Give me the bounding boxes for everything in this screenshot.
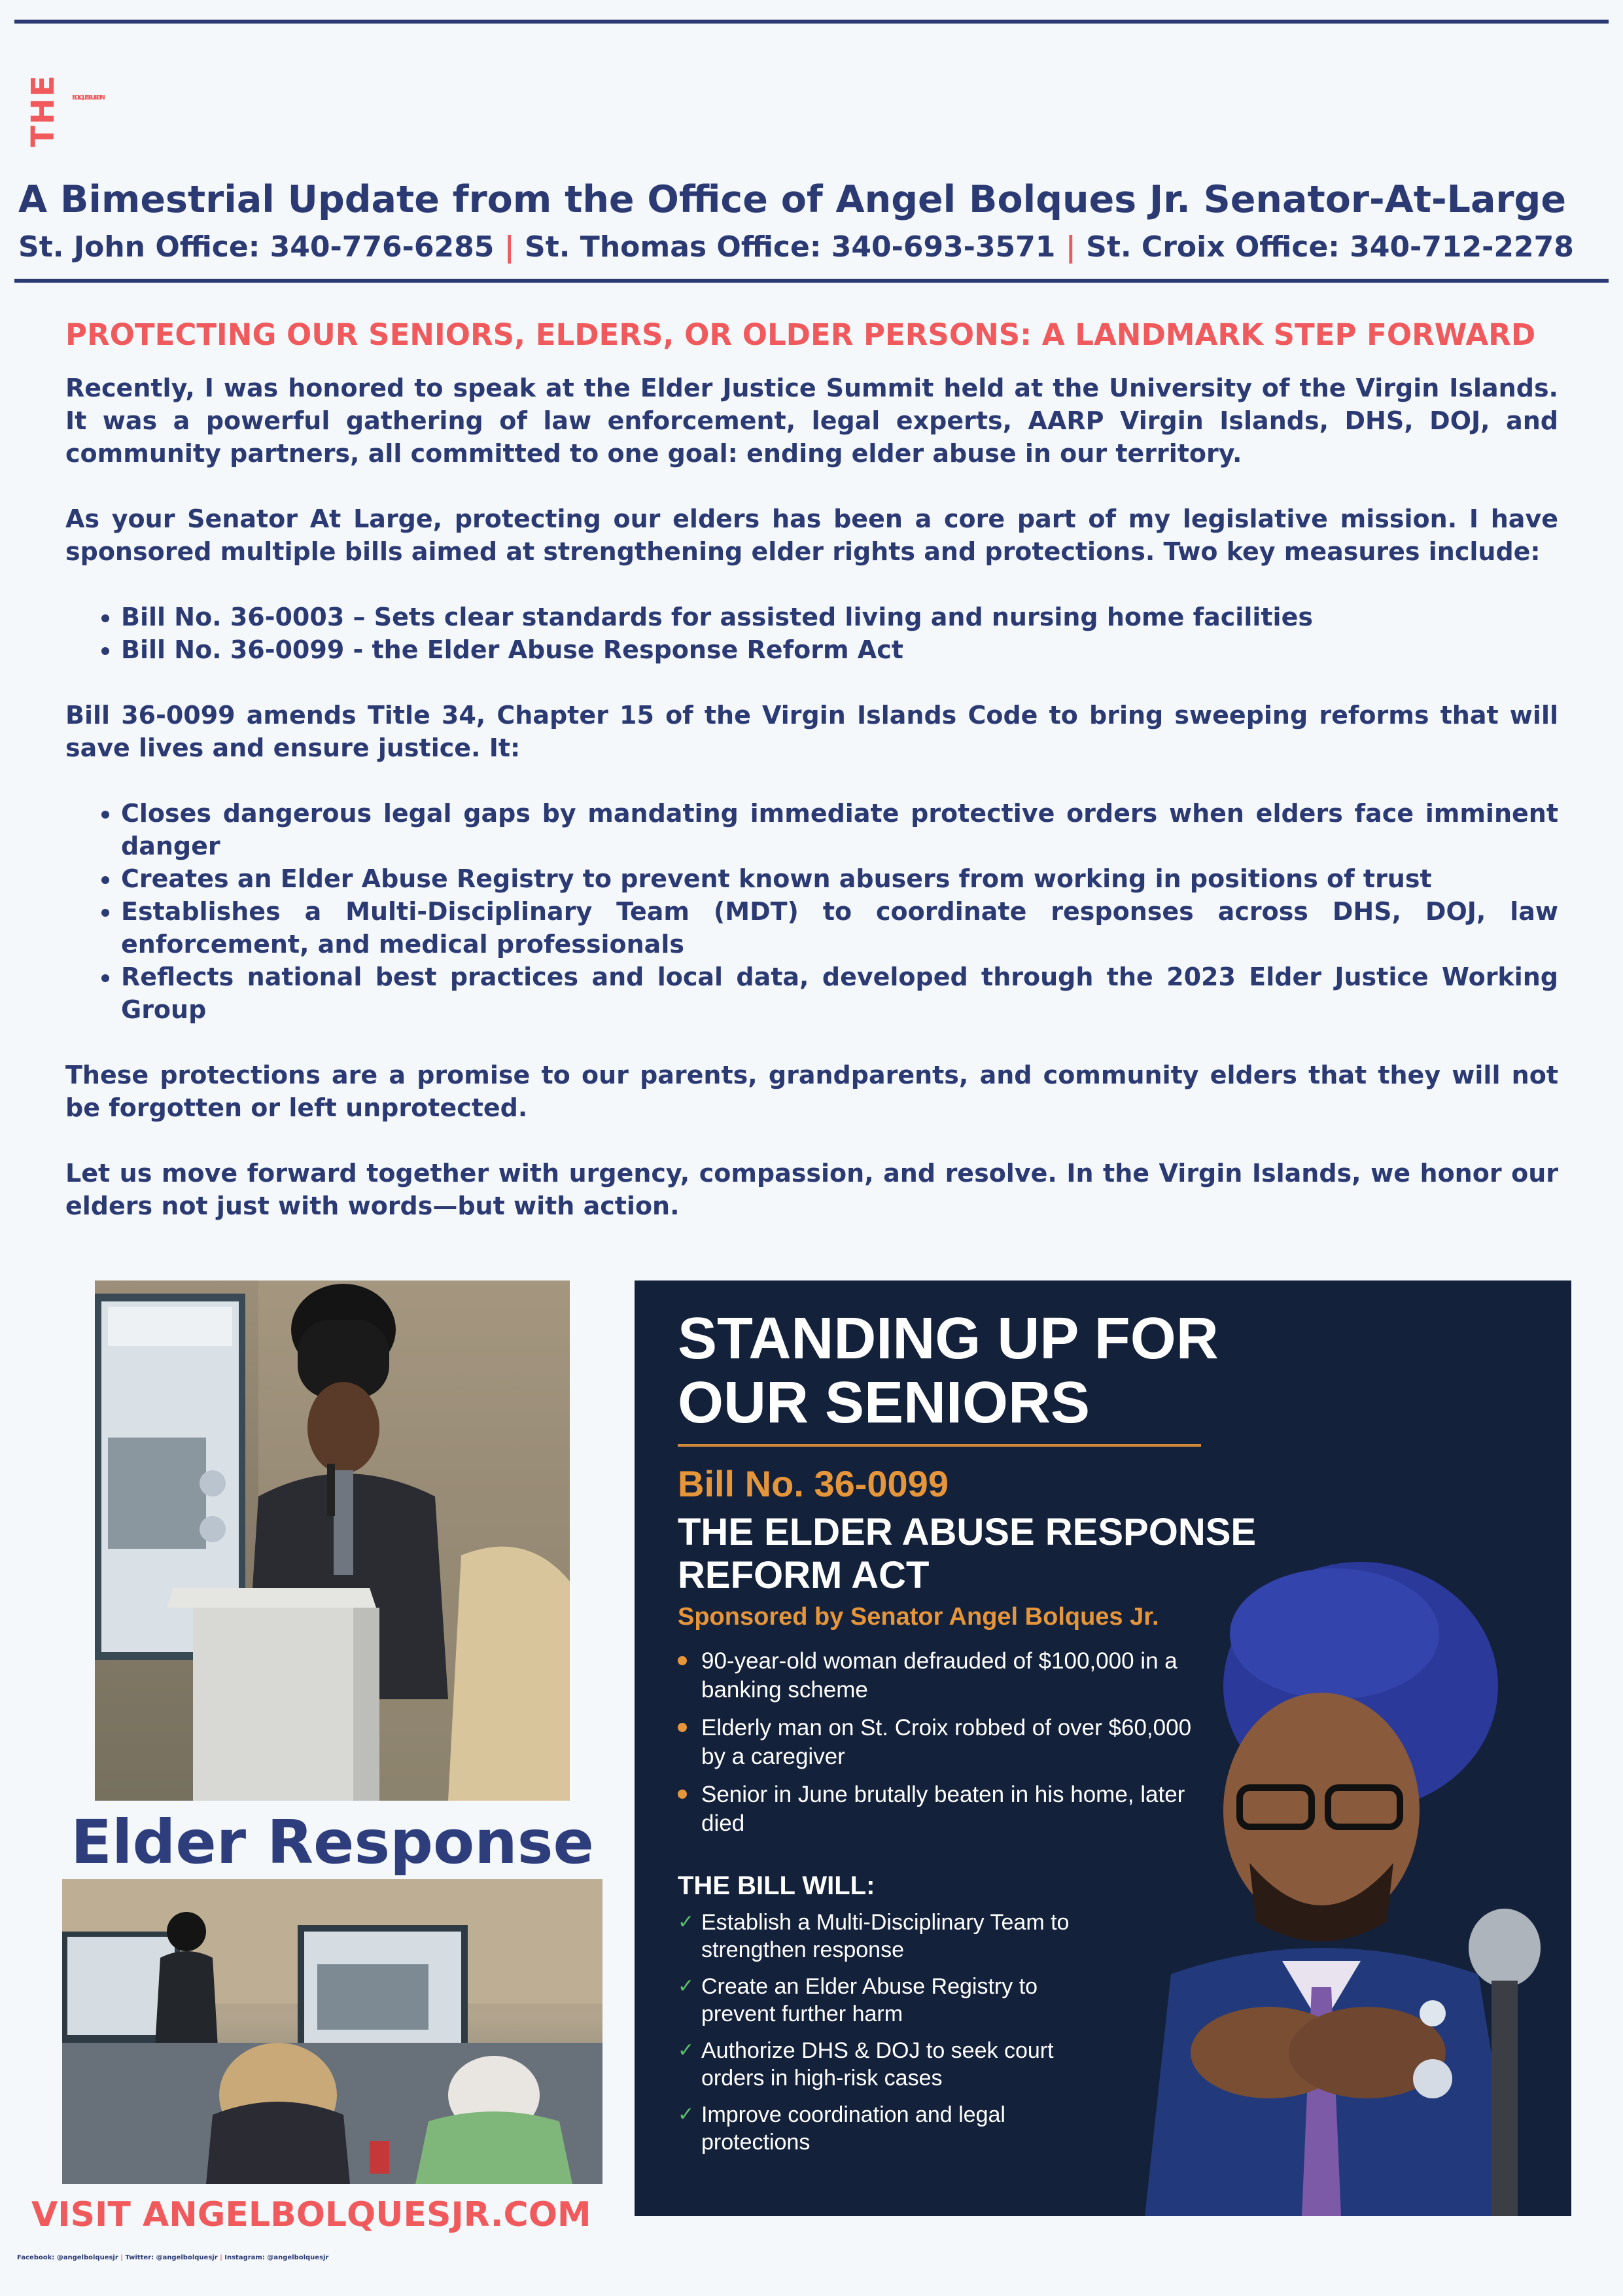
social-handles — [17, 2236, 1613, 2280]
poster-bill-number: Bill No. 36-0099 — [678, 1463, 949, 1504]
article-paragraph: Let us move forward together with urgency, compassion, and resolve. In the Virgin Islands, we honor our elders not just with words—but with action. — [65, 1159, 1558, 1220]
reform-item: • Closes dangerous legal gaps by mandating immediate protective orders when elders face imminent danger — [121, 797, 1558, 862]
reform-item: • Reflects national best practices and local data, developed through the 2023 Elder Justice Working Group — [121, 961, 1558, 1026]
article-heading: PROTECTING OUR SENIORS, ELDERS, OR OLDER PERSONS: A LANDMARK STEP FORWARD — [65, 317, 1536, 352]
poster-title-line: OUR SENIORS — [678, 1370, 1091, 1436]
summit-audience-photo — [62, 1879, 602, 2184]
masthead-the: THE — [25, 74, 61, 147]
masthead-title: BOLQUES BULLETIN — [72, 94, 103, 101]
poster-will-item — [678, 1973, 1096, 2028]
checkmark-icon: ✓ — [678, 1975, 695, 1997]
article-paragraph: These protections are a promise to our parents, grandparents, and community elders that they will not be forgotten or left unprotected. — [65, 1061, 1558, 1122]
poster-act-line: REFORM ACT — [678, 1554, 930, 1597]
article-body — [65, 372, 1558, 1255]
twitter-handle[interactable]: Twitter: @angelbolquesjr — [125, 2254, 218, 2261]
article-paragraph: Bill 36-0099 amends Title 34, Chapter 15 of the Virgin Islands Code to bring sweeping reforms that will save lives and ensure justice. It: — [65, 701, 1558, 762]
poster-will-item — [678, 2101, 1096, 2156]
checkmark-icon: ✓ — [678, 2104, 695, 2125]
poster-bill-will-heading: THE BILL WILL: — [678, 1871, 875, 1900]
bill-list — [65, 601, 1558, 666]
poster-title — [678, 1307, 1266, 1435]
bullet-dot-icon — [678, 1656, 687, 1665]
header-bottom-rule — [14, 279, 1609, 283]
poster-sponsor: Sponsored by Senator Angel Bolques Jr. — [678, 1603, 1159, 1631]
poster-will-text: Establish a Multi-Disciplinary Team to strengthen response — [701, 1910, 1070, 1962]
bill-poster — [635, 1280, 1571, 2216]
bill-item: • Bill No. 36-0003 – Sets clear standards for assisted living and nursing home facilities — [121, 601, 1558, 633]
poster-case-text: Elderly man on St. Croix robbed of over $60,000 by a caregiver — [701, 1715, 1192, 1769]
podium-photo-illustration — [95, 1280, 570, 1801]
article-paragraph: As your Senator At Large, protecting our elders has been a core part of my legislative mission. I have sponsored multiple bills aimed at strengthening elder rights and protections. Two key measures include: — [65, 504, 1558, 566]
poster-divider — [678, 1444, 1201, 1447]
bill-item: • Bill No. 36-0099 - the Elder Abuse Response Reform Act — [121, 633, 1558, 666]
reform-item: • Creates an Elder Abuse Registry to prevent known abusers from working in positions of trust — [121, 862, 1558, 895]
social-separator: | — [120, 2254, 123, 2261]
facebook-handle[interactable]: Facebook: @angelbolquesjr — [17, 2254, 118, 2261]
audience-photo-illustration — [62, 1879, 602, 2184]
poster-will-text: Create an Elder Abuse Registry to prevent further harm — [701, 1974, 1038, 2026]
office-phone-line — [18, 229, 1608, 266]
poster-act-line: THE ELDER ABUSE RESPONSE — [678, 1511, 1257, 1553]
poster-will-text: Authorize DHS & DOJ to seek court orders in high-risk cases — [701, 2038, 1054, 2091]
office-st-thomas: St. Thomas Office: 340-693-3571 — [525, 230, 1056, 264]
poster-bill-will-list — [678, 1909, 1096, 2165]
poster-case-text: 90-year-old woman defrauded of $100,000 in a banking scheme — [701, 1648, 1178, 1703]
social-separator: | — [220, 2254, 222, 2261]
office-st-john: St. John Office: 340-776-6285 — [18, 230, 495, 264]
top-rule — [14, 20, 1609, 24]
reform-list — [65, 797, 1558, 1026]
checkmark-icon: ✓ — [678, 2040, 695, 2061]
poster-will-text: Improve coordination and legal protections — [701, 2102, 1005, 2155]
office-st-croix: St. Croix Office: 340-712-2278 — [1086, 230, 1574, 264]
reform-item: • Establishes a Multi-Disciplinary Team (MDT) to coordinate responses across DHS, DOJ, law enforcement, and medical professionals — [121, 895, 1558, 961]
bullet-dot-icon — [678, 1723, 687, 1732]
office-separator: | — [504, 230, 515, 264]
poster-will-item — [678, 2037, 1096, 2092]
article-paragraph: Recently, I was honored to speak at the Elder Justice Summit held at the University of the Virgin Islands. It was a powerful gathering of law enforcement, legal experts, AARP Virgin Islands, DHS, DOJ, and community partners, all committed to one goal: ending elder abuse in our territory. — [65, 374, 1558, 468]
poster-title-line: STANDING UP FOR — [678, 1306, 1219, 1371]
bullet-dot-icon — [678, 1790, 687, 1799]
photo-caption: Elder Response — [71, 1807, 594, 1877]
instagram-handle[interactable]: Instagram: @angelbolquesjr — [224, 2254, 329, 2261]
masthead-subtitle: A Bimestrial Update from the Office of Angel Bolques Jr. Senator-At-Large — [18, 178, 1567, 221]
senator-portrait — [1060, 1555, 1571, 2216]
summit-podium-photo — [95, 1280, 570, 1801]
poster-case-text: Senior in June brutally beaten in his home, later died — [701, 1782, 1185, 1836]
checkmark-icon: ✓ — [678, 1911, 695, 1933]
poster-will-item — [678, 1909, 1096, 1964]
office-separator: | — [1065, 230, 1076, 264]
website-link[interactable]: VISIT ANGELBOLQUESJR.COM — [31, 2195, 591, 2234]
